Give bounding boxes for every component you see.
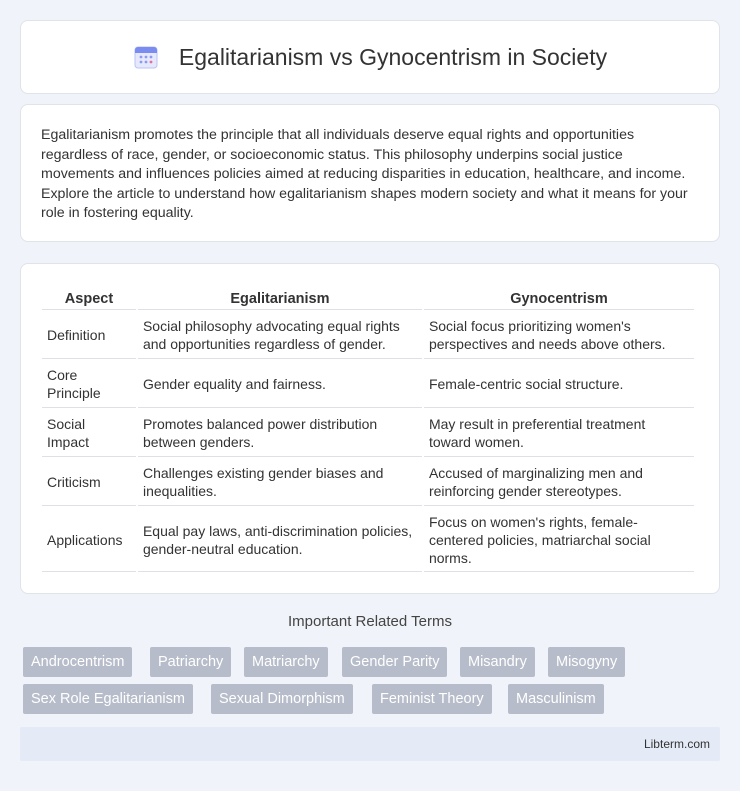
table-row: [42, 410, 694, 457]
row-gynocentrism: May result in preferential treatment toward women.: [424, 410, 694, 457]
row-aspect: Definition: [42, 312, 136, 359]
tag-masculinism[interactable]: Masculinism: [508, 684, 604, 714]
tag-matriarchy[interactable]: Matriarchy: [244, 647, 328, 677]
calendar-grid-icon: [133, 44, 159, 70]
row-gynocentrism: Focus on women's rights, female-centered policies, matriarchal social norms.: [424, 508, 694, 572]
page-title: Egalitarianism vs Gynocentrism in Society: [178, 43, 608, 70]
table-row: [42, 361, 694, 408]
header-gynocentrism: Gynocentrism: [424, 287, 694, 310]
row-aspect: Applications: [42, 508, 136, 572]
row-egalitarianism: Gender equality and fairness.: [138, 361, 422, 408]
table-header-row: [42, 287, 694, 310]
footer-site-name[interactable]: Libterm.com: [643, 737, 710, 751]
row-egalitarianism: Promotes balanced power distribution between genders.: [138, 410, 422, 457]
row-gynocentrism: Female-centric social structure.: [424, 361, 694, 408]
row-aspect: Core Principle: [42, 361, 136, 408]
tag-misandry[interactable]: Misandry: [460, 647, 535, 677]
header-aspect: Aspect: [42, 287, 136, 310]
row-aspect: Criticism: [42, 459, 136, 506]
related-terms-title: Important Related Terms: [288, 613, 452, 630]
intro-paragraph: Egalitarianism promotes the principle that all individuals deserve equal rights and opportunities regardless of race, gender, or socioeconomic status. This philosophy underpins social justice movements and influences policies aimed at reducing disparities in education, healthcare, and income. Explore the article to understand how egalitarianism shapes modern society and what it means for your role in fostering equality.: [41, 127, 688, 221]
table-row: [42, 508, 694, 572]
tag-feminist-theory[interactable]: Feminist Theory: [372, 684, 492, 714]
header-egalitarianism: Egalitarianism: [138, 287, 422, 310]
row-egalitarianism: Equal pay laws, anti-discrimination policies, gender-neutral education.: [138, 508, 422, 572]
tag-sex-role-egalitarianism[interactable]: Sex Role Egalitarianism: [23, 684, 193, 714]
footer: [20, 727, 720, 761]
tag-sexual-dimorphism[interactable]: Sexual Dimorphism: [211, 684, 353, 714]
row-gynocentrism: Social focus prioritizing women's perspectives and needs above others.: [424, 312, 694, 359]
comparison-table-card: [20, 263, 720, 594]
tag-androcentrism[interactable]: Androcentrism: [23, 647, 132, 677]
tag-misogyny[interactable]: Misogyny: [548, 647, 625, 677]
table-row: [42, 312, 694, 359]
row-aspect: Social Impact: [42, 410, 136, 457]
row-egalitarianism: Social philosophy advocating equal rights and opportunities regardless of gender.: [138, 312, 422, 359]
row-gynocentrism: Accused of marginalizing men and reinforcing gender stereotypes.: [424, 459, 694, 506]
title-card: [20, 20, 720, 94]
intro-card: [20, 104, 720, 242]
table-row: [42, 459, 694, 506]
comparison-table: [40, 285, 696, 574]
row-egalitarianism: Challenges existing gender biases and inequalities.: [138, 459, 422, 506]
tag-gender-parity[interactable]: Gender Parity: [342, 647, 447, 677]
tag-patriarchy[interactable]: Patriarchy: [150, 647, 231, 677]
